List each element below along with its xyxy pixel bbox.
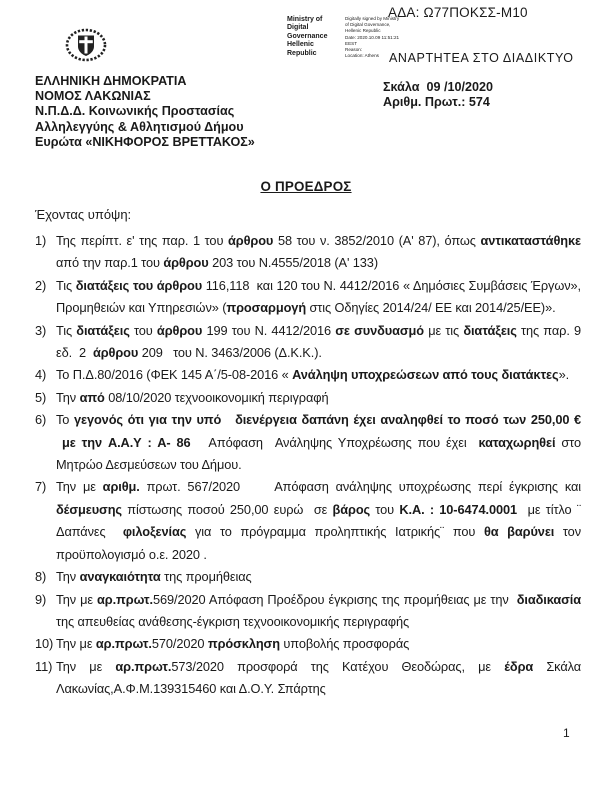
text-line: Reason: — [345, 47, 363, 53]
text-line: ΕΛΛΗΝΙΚΗ ΔΗΜΟΚΡΑΤΙΑ — [35, 74, 187, 88]
list-item — [35, 476, 581, 566]
item-number: 9) — [35, 591, 47, 607]
item-number: 11) — [35, 658, 53, 674]
list-item — [35, 633, 581, 655]
item-text: Το Π.Δ.80/2016 (ΦΕΚ 145 Α΄/5-08-2016 « Ανάληψη υποχρεώσεων από τους διατάκτες». — [56, 367, 570, 383]
anartitea-label: ΑΝΑΡΤΗΤΕΑ ΣΤΟ ΔΙΑΔΙΚΤΥΟ — [389, 51, 574, 65]
text-line: ΝΟΜΟΣ ΛΑΚΩΝΙΑΣ — [35, 89, 151, 104]
item-number: 4) — [35, 367, 47, 383]
list-item — [35, 230, 581, 275]
text-line: Αλληλεγγύης & Αθλητισμού Δήμου — [35, 119, 244, 134]
item-number: 7) — [35, 479, 47, 495]
list-item — [35, 387, 581, 409]
item-text: Την με αριθμ. πρωτ. 567/2020 Απόφαση ανάληψης υποχρέωσης περί έγκρισης και δέσμευσης πίστωσης ποσού 250,00 ευρώ σε βάρος του Κ.Α. : 10-6474.0001 με τίτλο ¨ Δαπάνες φιλοξενίας για το πρόγραμμα προληπτικής Ιατρικής¨ που θα βαρύνει τον προϋπολογισμό ο.ε. 2020 . — [56, 479, 581, 562]
list-item — [35, 589, 581, 634]
item-text: Την με αρ.πρωτ.569/2020 Απόφαση Προέδρου έγκρισης της προμήθειας με την διαδικασία της απευθείας ανάθεσης-έγκριση τεχνοοικονομικής περιγραφής — [56, 591, 581, 629]
document-title: Ο ΠΡΟΕΔΡΟΣ — [260, 179, 352, 194]
protocol-number: Αριθμ. Πρωτ.: 574 — [383, 95, 490, 110]
letterhead — [35, 74, 255, 150]
document-meta — [383, 80, 493, 110]
item-text: Το γεγονός ότι για την υπό διενέργεια δαπάνη έχει αναληφθεί το ποσό των 250,00 € με την Α.Α.Υ : Α- 86 Απόφαση Ανάληψης Υποχρέωσης που έχει καταχωρηθεί στο Μητρώο Δεσμεύσεων του Δήμου. — [56, 412, 581, 473]
text-line: EEST — [345, 40, 357, 46]
place-date: Σκάλα 09 /10/2020 — [383, 80, 494, 94]
item-number: 2) — [35, 277, 47, 293]
text-line: Ministry of Digital — [287, 16, 323, 32]
text-line: Ν.Π.Δ.Δ. Κοινωνικής Προστασίας — [35, 104, 235, 119]
list-item — [35, 364, 581, 386]
text-line: Date: 2020.10.09 11:51:21 — [345, 34, 400, 40]
digital-signature-stamp — [287, 16, 405, 59]
item-text: Την αναγκαιότητα της προμήθειας — [56, 569, 252, 585]
ada-number: ΑΔΑ: Ω77ΠΟΚΣΣ-Μ10 — [388, 5, 528, 20]
item-number: 3) — [35, 322, 47, 338]
list-item — [35, 656, 581, 701]
list-item — [35, 320, 581, 365]
text-line: Hellenic Republic — [345, 28, 381, 34]
ministry-name — [287, 16, 341, 58]
title-row — [0, 178, 612, 196]
item-number: 6) — [35, 412, 47, 428]
item-text: Τις διατάξεις του άρθρου 116,118 και 120 του Ν. 4412/2016 « Δημόσιες Συμβάσεις Έργων», Προμηθειών και Υπηρεσιών» (προσαρμογή στις Οδηγίες 2014/24/ ΕΕ και 2014/25/ΕΕ)». — [56, 277, 581, 316]
item-text: Της περίπτ. ε' της παρ. 1 του άρθρου 58 του ν. 3852/2010 (Α' 87), όπως αντικαταστάθηκε από την παρ.1 του άρθρου 203 του Ν.4555/2018 (Α' 133) — [56, 233, 581, 271]
greek-emblem-icon — [62, 27, 110, 68]
intro-text: Έχοντας υπόψη: — [35, 207, 132, 222]
item-number: 5) — [35, 389, 47, 405]
item-number: 8) — [35, 569, 47, 585]
item-text: Την από 08/10/2020 τεχνοοικονομική περιγραφή — [56, 389, 329, 405]
text-line: Digitally signed by Ministry — [345, 16, 400, 21]
item-number: 1) — [35, 233, 47, 248]
list-item — [35, 566, 581, 588]
item-text: Την με αρ.πρωτ.570/2020 πρόσκληση υποβολής προσφοράς — [56, 636, 410, 652]
item-number: 10) — [35, 636, 54, 652]
text-line: Location: Athens — [345, 53, 379, 59]
item-text: Τις διατάξεις του άρθρου 199 του Ν. 4412/2016 σε συνδυασμό με τις διατάξεις της παρ. 9 εδ. 2 άρθρου 209 του Ν. 3463/2006 (Δ.Κ.Κ.). — [56, 322, 582, 361]
hearing-list — [35, 230, 581, 701]
list-item — [35, 275, 581, 320]
list-item — [35, 409, 581, 476]
text-line: Governance — [287, 32, 328, 40]
item-text: Την με αρ.πρωτ.573/2020 προσφορά της Κατέχου Θεοδώρας, με έδρα Σκάλα Λακωνίας,Α.Φ.Μ.139315460 και Δ.Ο.Υ. Σπάρτης — [56, 658, 582, 697]
text-line: of Digital Governance, — [345, 22, 391, 28]
text-line: Hellenic Republic — [287, 41, 317, 57]
page-number: 1 — [563, 726, 570, 740]
text-line: Ευρώτα «ΝΙΚΗΦΟΡΟΣ ΒΡΕΤΤΑΚΟΣ» — [35, 134, 255, 149]
